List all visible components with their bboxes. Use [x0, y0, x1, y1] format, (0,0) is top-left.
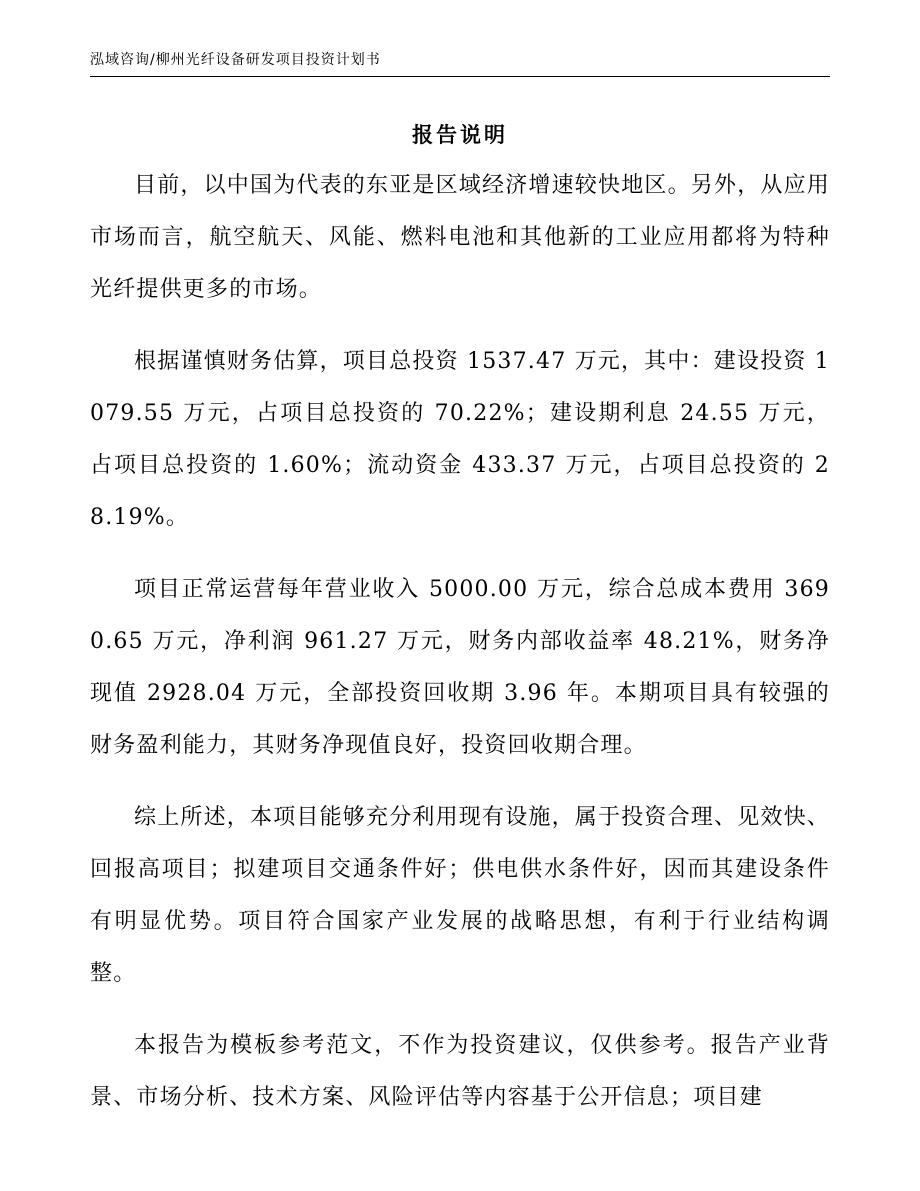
section-title: 报告说明 — [412, 122, 508, 147]
paragraph-disclaimer: 本报告为模板参考范文，不作为投资建议，仅供参考。报告产业背景、市场分析、技术方案、风险评估等内容基于公开信息；项目建 — [90, 1033, 830, 1110]
body-text — [90, 160, 830, 1144]
paragraph-revenue: 项目正常运营每年营业收入 5000.00 万元，综合总成本费用 3690.65 万元，净利润 961.27 万元，财务内部收益率 48.21%，财务净现值 2928.04 万元，全部投资回收期 3.96 年。本期项目具有较强的财务盈利能力，其财务净现值良好，投资回收期合理。 — [90, 577, 830, 758]
running-header: 泓域咨询/柳州光纤设备研发项目投资计划书 — [90, 52, 381, 68]
paragraph-investment: 根据谨慎财务估算，项目总投资 1537.47 万元，其中：建设投资 1079.55 万元，占项目总投资的 70.22%；建设期利息 24.55 万元，占项目总投资的 1.60%；流动资金 433.37 万元，占项目总投资的 28.19%。 — [90, 349, 830, 530]
paragraph-summary: 综上所述，本项目能够充分利用现有设施，属于投资合理、见效快、回报高项目；拟建项目交通条件好；供电供水条件好，因而其建设条件有明显优势。项目符合国家产业发展的战略思想，有利于行业结构调整。 — [90, 805, 831, 986]
paragraph-intro: 目前，以中国为代表的东亚是区域经济增速较快地区。另外，从应用市场而言，航空航天、风能、燃料电池和其他新的工业应用都将为特种光纤提供更多的市场。 — [90, 173, 831, 302]
header-rule — [90, 76, 830, 77]
